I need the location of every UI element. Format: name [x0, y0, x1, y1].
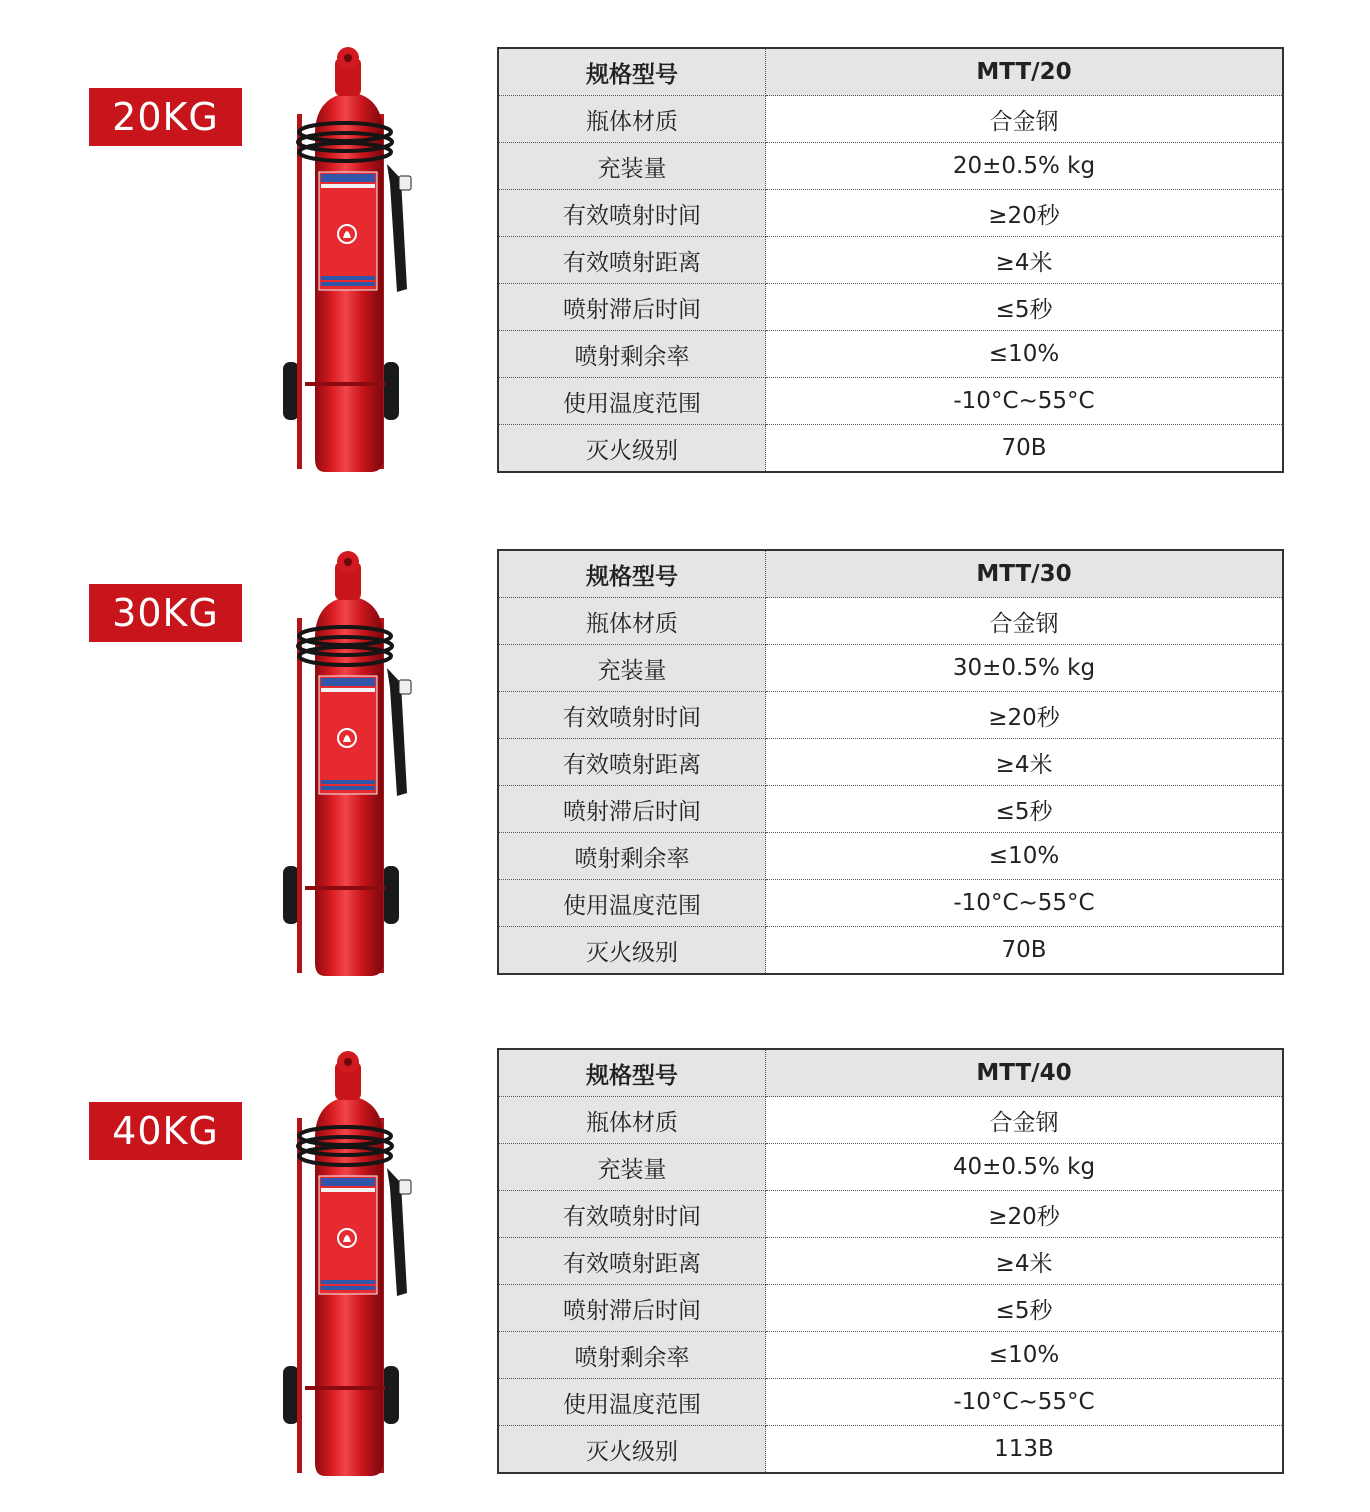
table-row: [498, 1097, 1283, 1144]
spec-label: 规格型号: [498, 550, 766, 598]
table-row: [498, 833, 1283, 880]
fire-extinguisher-icon: [275, 548, 425, 978]
table-row: [498, 96, 1283, 143]
spec-label: 喷射剩余率: [498, 331, 766, 378]
spec-label: 瓶体材质: [498, 598, 766, 645]
spec-label: 喷射滞后时间: [498, 284, 766, 331]
table-row: [498, 378, 1283, 425]
table-row: [498, 237, 1283, 284]
table-row: [498, 425, 1283, 473]
spec-label: 充装量: [498, 143, 766, 190]
spec-label: 灭火级别: [498, 425, 766, 473]
spec-value: -10°C~55°C: [766, 378, 1284, 425]
spec-value: ≤10%: [766, 1332, 1284, 1379]
product-block-30kg: [0, 502, 1370, 966]
fire-extinguisher-icon: [275, 1048, 425, 1478]
spec-label: 喷射剩余率: [498, 833, 766, 880]
table-row: [498, 190, 1283, 237]
table-row: [498, 1144, 1283, 1191]
table-row: [498, 550, 1283, 598]
table-row: [498, 927, 1283, 975]
spec-label: 灭火级别: [498, 927, 766, 975]
product-block-40kg: [0, 1002, 1370, 1465]
spec-value: ≥20秒: [766, 1191, 1284, 1238]
product-block-20kg: [0, 0, 1370, 464]
spec-value: 20±0.5% kg: [766, 143, 1284, 190]
spec-label: 瓶体材质: [498, 1097, 766, 1144]
spec-label: 充装量: [498, 1144, 766, 1191]
table-row: [498, 143, 1283, 190]
spec-label: 使用温度范围: [498, 880, 766, 927]
weight-badge: 40KG: [89, 1102, 242, 1160]
spec-value: ≥20秒: [766, 692, 1284, 739]
spec-label: 规格型号: [498, 1049, 766, 1097]
spec-label: 喷射滞后时间: [498, 1285, 766, 1332]
spec-value: MTT/40: [766, 1049, 1284, 1097]
spec-value: ≤10%: [766, 331, 1284, 378]
table-row: [498, 1426, 1283, 1474]
table-row: [498, 1285, 1283, 1332]
spec-value: ≤10%: [766, 833, 1284, 880]
spec-label: 充装量: [498, 645, 766, 692]
spec-value: MTT/30: [766, 550, 1284, 598]
spec-label: 使用温度范围: [498, 378, 766, 425]
table-row: [498, 786, 1283, 833]
weight-badge: 20KG: [89, 88, 242, 146]
spec-value: 合金钢: [766, 598, 1284, 645]
fire-extinguisher-icon: [275, 44, 425, 474]
spec-label: 喷射剩余率: [498, 1332, 766, 1379]
spec-value: ≤5秒: [766, 284, 1284, 331]
table-row: [498, 1238, 1283, 1285]
spec-label: 规格型号: [498, 48, 766, 96]
table-row: [498, 645, 1283, 692]
table-row: [498, 598, 1283, 645]
spec-value: ≥4米: [766, 237, 1284, 284]
table-row: [498, 1191, 1283, 1238]
spec-value: 113B: [766, 1426, 1284, 1474]
spec-value: 70B: [766, 425, 1284, 473]
spec-value: 30±0.5% kg: [766, 645, 1284, 692]
spec-table: [497, 549, 1284, 975]
spec-value: ≤5秒: [766, 1285, 1284, 1332]
spec-label: 有效喷射距离: [498, 739, 766, 786]
table-row: [498, 692, 1283, 739]
spec-label: 有效喷射时间: [498, 692, 766, 739]
table-row: [498, 880, 1283, 927]
spec-value: 合金钢: [766, 1097, 1284, 1144]
table-row: [498, 284, 1283, 331]
spec-value: ≥20秒: [766, 190, 1284, 237]
spec-label: 有效喷射时间: [498, 190, 766, 237]
weight-badge: 30KG: [89, 584, 242, 642]
table-row: [498, 331, 1283, 378]
table-row: [498, 1379, 1283, 1426]
spec-value: ≤5秒: [766, 786, 1284, 833]
spec-value: ≥4米: [766, 1238, 1284, 1285]
spec-label: 灭火级别: [498, 1426, 766, 1474]
spec-label: 有效喷射距离: [498, 1238, 766, 1285]
spec-label: 使用温度范围: [498, 1379, 766, 1426]
table-row: [498, 1049, 1283, 1097]
spec-value: 70B: [766, 927, 1284, 975]
table-row: [498, 1332, 1283, 1379]
spec-label: 有效喷射距离: [498, 237, 766, 284]
spec-value: 合金钢: [766, 96, 1284, 143]
spec-label: 瓶体材质: [498, 96, 766, 143]
spec-label: 喷射滞后时间: [498, 786, 766, 833]
spec-value: 40±0.5% kg: [766, 1144, 1284, 1191]
table-row: [498, 739, 1283, 786]
spec-value: -10°C~55°C: [766, 1379, 1284, 1426]
spec-value: -10°C~55°C: [766, 880, 1284, 927]
spec-table: [497, 47, 1284, 473]
spec-table: [497, 1048, 1284, 1474]
table-row: [498, 48, 1283, 96]
spec-value: ≥4米: [766, 739, 1284, 786]
spec-value: MTT/20: [766, 48, 1284, 96]
spec-label: 有效喷射时间: [498, 1191, 766, 1238]
